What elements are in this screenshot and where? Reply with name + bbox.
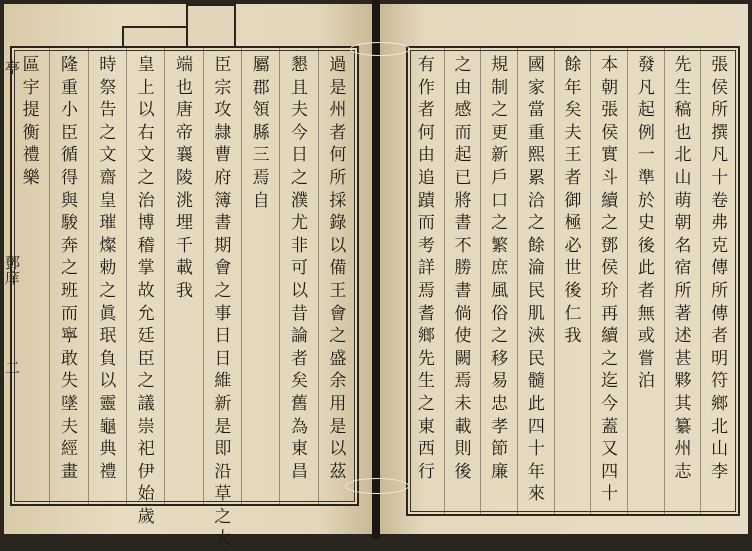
column-rule: [88, 48, 89, 504]
left-column-4: 臣 宗 攻 隷 曹 府 簿 書 期 會 之 事 日 日 維 新 是 即 沿 草 之 大: [214, 55, 232, 550]
margin-label-top: 亭: [3, 60, 21, 75]
left-column-2: 懇 且 夫 今 日 之 濮 尤 非 可 以 昔 論 者 矣 舊 為 東 昌: [291, 55, 308, 482]
column-rule: [203, 48, 204, 504]
left-column-6: 皇 上 以 右 文 之 治 博 稽 掌 故 允 廷 臣 之 議 崇 祀 伊 始 歲: [137, 55, 155, 527]
left-column-9: 區 宇 提 衡 禮 樂: [22, 55, 40, 188]
left-column-8: 隆 重 小 臣 循 得 與 駿 奔 之 班 而 寧 敢 失 墜 夫 經 畫: [61, 55, 78, 482]
right-text-frame: [406, 46, 740, 516]
right-column-9: 有 作 者 何 由 追 蹟 而 考 詳 焉 耆 鄉 先 生 之 東 西 行: [417, 55, 435, 482]
right-column-3: 發 凡 起 例 一 準 於 史 後 此 者 無 或 嘗 泊: [637, 55, 655, 392]
column-rule: [627, 48, 628, 514]
column-rule: [164, 48, 165, 504]
margin-label-title: 鄧庠: [3, 255, 21, 285]
column-rule: [590, 48, 591, 514]
right-column-4: 本 朝 張 侯 實 斗 續 之 鄧 侯 玠 再 續 之 迄 今 蓋 又 四 十: [601, 55, 619, 505]
binding-thread-bottom: [345, 478, 409, 494]
left-column-3: 屬 郡 領 縣 三 焉 自: [252, 55, 270, 211]
left-text-frame: [10, 46, 359, 550]
column-rule: [700, 48, 701, 514]
right-column-6: 國 家 當 重 熙 累 洽 之 餘 淪 民 肌 浹 民 髓 此 四 十 年 來: [527, 55, 545, 505]
right-column-8: 之 由 感 而 起 已 將 書 不 勝 書 倘 使 闕 焉 未 載 則 後: [454, 55, 472, 482]
right-column-2: 先 生 稿 也 北 山 萌 朝 名 宿 所 著 述 甚 夥 其 纂 州 志: [674, 55, 692, 482]
binding-thread-top: [350, 42, 410, 56]
page-number: 二: [3, 360, 21, 375]
column-rule: [126, 48, 127, 504]
column-rule: [279, 48, 280, 504]
column-rule: [241, 48, 242, 504]
column-rule: [517, 48, 518, 514]
right-column-7: 規 制 之 更 新 戶 口 之 繁 庶 風 俗 之 移 易 忠 孝 節 廉: [491, 55, 509, 482]
column-rule: [49, 48, 50, 504]
left-column-5: 端 也 唐 帝 襄 陵 洮 埋 千 載 我: [176, 55, 193, 301]
left-column-7: 時 祭 告 之 文 齋 皇 璀 燦 勅 之 眞 珉 負 以 靈 龜 典 禮: [99, 55, 117, 482]
column-rule: [664, 48, 665, 514]
right-column-1: 張 侯 所 撰 凡 十 卷 弗 克 傳 所 傳 者 明 符 鄉 北 山 李: [711, 55, 729, 482]
column-rule: [444, 48, 445, 514]
book-gutter: [372, 0, 380, 539]
left-column-1: 過 是 州 者 何 所 採 錄 以 備 王 會 之 盛 余 用 是 以 茲: [329, 55, 347, 482]
column-rule: [554, 48, 555, 514]
column-rule: [480, 48, 481, 514]
column-rule: [318, 48, 319, 504]
header-tab-inner: [186, 4, 236, 50]
right-column-5: 餘 年 矣 夫 王 者 御 極 必 世 後 仁 我: [564, 55, 582, 347]
